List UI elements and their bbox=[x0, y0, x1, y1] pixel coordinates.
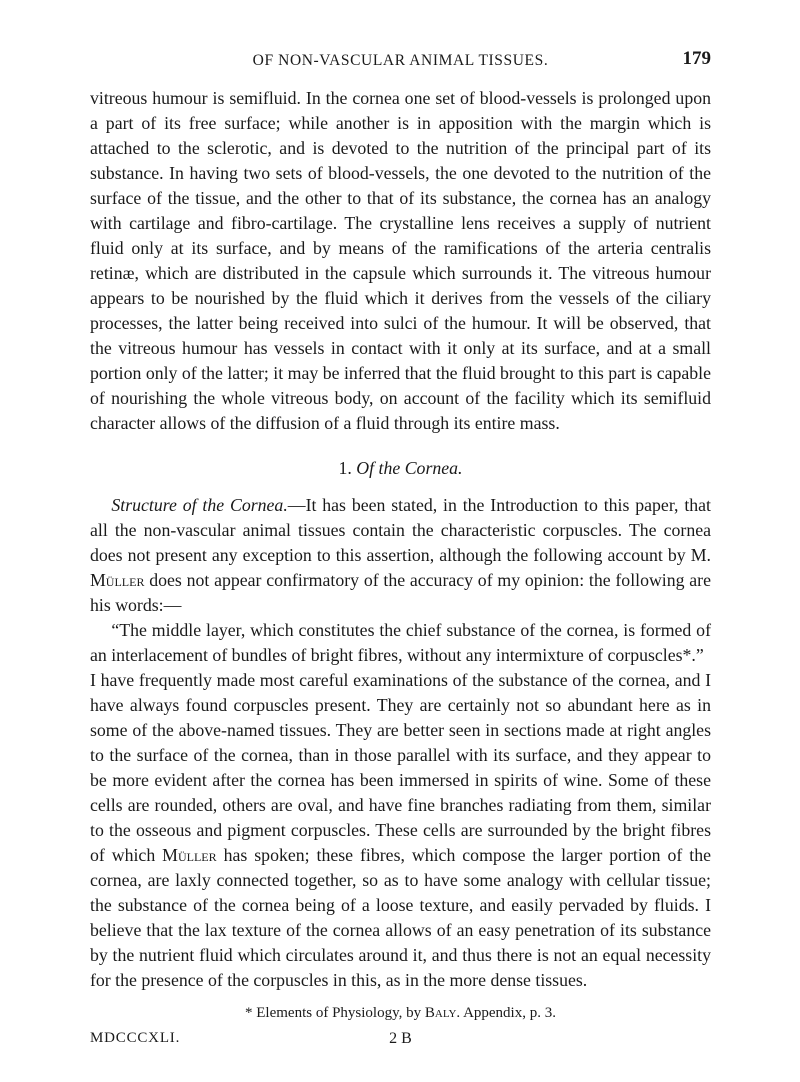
year-signature-mark: MDCCCXLI. bbox=[90, 1030, 181, 1046]
paragraph-vitreous-humour: vitreous humour is semifluid. In the cornea one set of blood-vessels is prolonged upon a part of its free surface; while another is in apposition with the margin which is attached to the sclerotic, and is devoted to the nutrition of the principal part of its substance. In having two sets of blood-vessels, the one devoted to the nutrition of the surface of the tissue, and the other to that of its substance, the cornea has an analogy with cartilage and fibro-cartilage. The crystalline lens receives a supply of nutrient fluid only at its surface, and by means of the ramifications of the arteria centralis retinæ, which are distributed in the capsule which surrounds it. The vitreous humour appears to be nourished by the fluid which it derives from the vessels of the ciliary processes, the latter being received into sulci of the humour. It will be observed, that the vitreous humour has vessels in contact with it only at its surface, and at a small portion only of the latter; it may be inferred that the fluid brought to this part is capable of nourishing the whole vitreous body, on account of the facility which its semifluid character allows of the diffusion of a fluid through its entire mass. bbox=[90, 88, 711, 433]
page-number: 179 bbox=[682, 48, 711, 69]
section-title: Of the Cornea. bbox=[356, 458, 463, 478]
paragraph-structure-of-cornea bbox=[90, 493, 711, 618]
paragraph-text: I have frequently made most careful examinations of the substance of the cornea, and I have always found corpuscles present. They are certainly not so abundant here as in some of the above-named tissues. They are better seen in sections made at right angles to the surface of the cornea, than in those parallel with its surface, and they appear to be more evident after the cornea has been immersed in spirits of wine. Some of these cells are rounded, others are oval, and have fine branches radiating from them, similar to the osseous and pigment corpuscles. These cells are surrounded by the bright fibres of which bbox=[90, 670, 711, 865]
paragraph-lead: Structure of the Cornea. bbox=[111, 495, 288, 515]
footnote bbox=[90, 1005, 711, 1022]
paragraph-quotation: “The middle layer, which constitutes the chief substance of the cornea, is formed of an interlacement of bundles of bright fibres, without any intermixture of corpuscles*.” bbox=[90, 620, 711, 665]
page bbox=[90, 0, 711, 1082]
gathering-signature: 2 B bbox=[389, 1030, 412, 1047]
footnote-author: Baly bbox=[424, 1005, 457, 1021]
paragraph-examinations bbox=[90, 668, 711, 993]
body-text bbox=[90, 86, 711, 993]
page-footer bbox=[90, 1030, 711, 1054]
page-header bbox=[90, 48, 711, 74]
author-name: Müller bbox=[162, 845, 217, 865]
paragraph-text: —It has been stated, in the Introduction to this paper, that all the non-vascular animal tissues contain the characteristic corpuscles. The cornea does not present any exception to this assertion, although the following account by M. bbox=[90, 495, 711, 565]
paragraph-text: has spoken; these fibres, which compose the larger portion of the cornea, are laxly connected together, so as to have some analogy with cellular tissue; the substance of the cornea being of a loose texture, and easily pervaded by fluids. I believe that the lax texture of the cornea allows of an easy penetration of its substance by the nutrient fluid which circulates around it, and thus there is not an equal necessity for the presence of the corpuscles in this, as in the more dense tissues. bbox=[90, 845, 711, 990]
author-name: Müller bbox=[90, 570, 145, 590]
section-number: 1. bbox=[338, 458, 352, 478]
footnote-text: * Elements of Physiology, by bbox=[245, 1005, 425, 1021]
section-heading bbox=[90, 456, 711, 481]
running-head: OF NON-VASCULAR ANIMAL TISSUES. bbox=[252, 52, 549, 69]
paragraph-text: does not appear confirmatory of the accuracy of my opinion: the following are his words:— bbox=[90, 570, 711, 615]
footnote-text: . Appendix, p. 3. bbox=[456, 1005, 556, 1021]
